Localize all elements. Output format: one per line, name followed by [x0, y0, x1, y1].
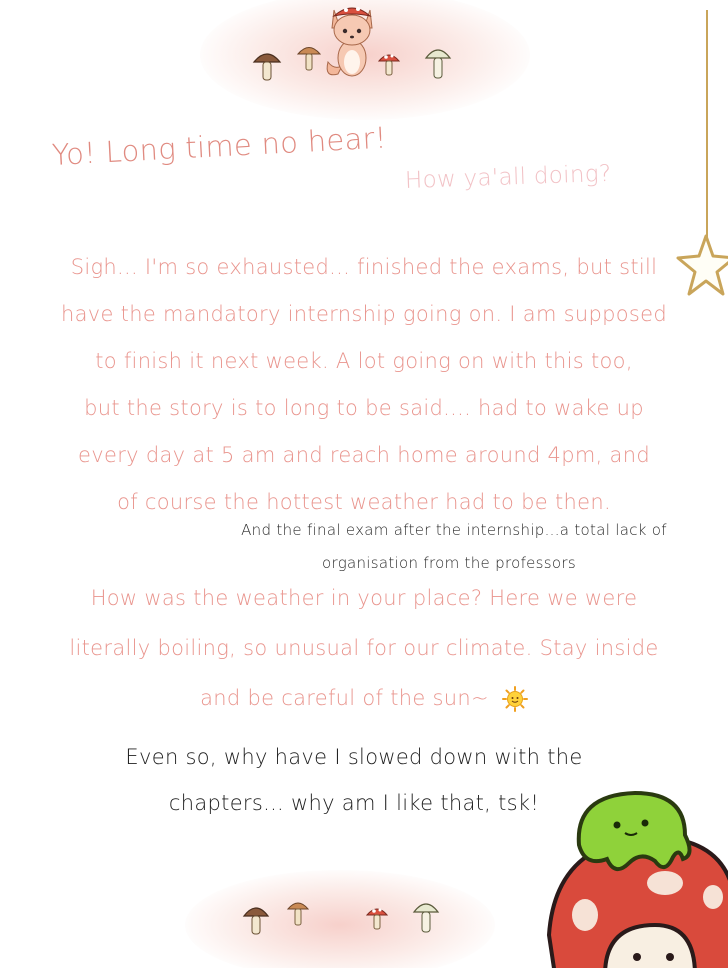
star-string: [706, 10, 708, 242]
text-line: Even so, why have I slowed down with the: [125, 745, 583, 769]
fox-icon: [318, 0, 382, 82]
sub-greeting: How ya'all doing?: [404, 160, 612, 194]
sun-icon: [502, 686, 528, 712]
bottom-banner-glow: [185, 870, 495, 968]
text-line: How was the weather in your place? Here we were: [90, 586, 638, 610]
text-line: Sigh... I'm so exhausted... finished the exams, but still: [70, 255, 658, 279]
text-line: but the story is to long to be said.... had to wake up: [84, 396, 644, 420]
mushroom-icon: [412, 898, 440, 934]
mushroom-icon: [242, 902, 270, 936]
text-line: And the final exam after the internship...a total lack of: [241, 521, 667, 539]
text-line-with-sun: [0, 680, 728, 730]
text-line: and be careful of the sun~: [200, 686, 489, 710]
slime-mushroom-icon: [545, 785, 728, 968]
greeting-title: Yo! Long time no hear!: [51, 120, 388, 172]
mushroom-icon: [366, 904, 388, 932]
paragraph-exams: [0, 250, 728, 532]
mushroom-icon: [286, 898, 310, 928]
text-line: to finish it next week. A lot going on with this too,: [95, 349, 633, 373]
paragraph-weather: [0, 580, 728, 730]
note-final-exam: [0, 516, 728, 582]
text-line: have the mandatory internship going on. I am supposed: [60, 302, 668, 326]
text-line: literally boiling, so unusual for our climate. Stay inside: [69, 636, 659, 660]
mushroom-icon: [424, 44, 452, 80]
text-line: chapters... why am I like that, tsk!: [168, 791, 540, 815]
text-line: organisation from the professors: [322, 554, 576, 572]
mushroom-icon: [252, 48, 282, 82]
text-line: every day at 5 am and reach home around 4pm, and: [78, 443, 650, 467]
text-line: of course the hottest weather had to be then.: [117, 490, 611, 514]
